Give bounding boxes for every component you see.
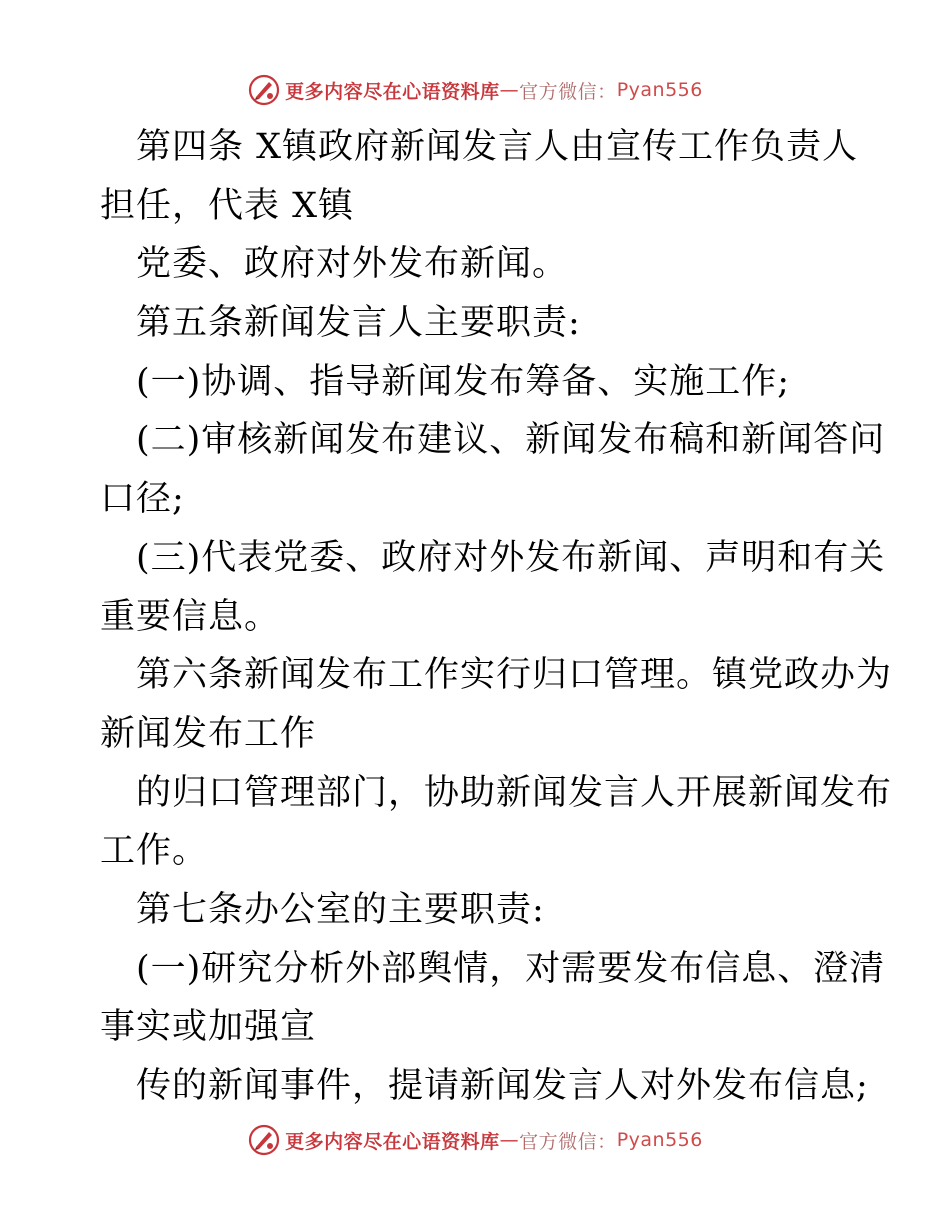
text-line: 党委、政府对外发布新闻。: [136, 244, 569, 285]
watermark-separator: —: [499, 1129, 520, 1151]
document-body: [100, 118, 893, 1116]
text-line: 口径;: [100, 479, 185, 520]
text-line: (一)协调、指导新闻发布筹备、实施工作;: [136, 361, 791, 402]
watermark-brand: 更多内容尽在心语资料库: [285, 80, 500, 103]
header-watermark: [0, 72, 950, 108]
watermark-account: Pyan556: [616, 79, 703, 101]
text-line: 工作。: [100, 831, 209, 872]
text-line: 第七条办公室的主要职责:: [136, 889, 545, 930]
quill-logo-icon: [247, 73, 281, 107]
text-line: 第五条新闻发言人主要职责:: [136, 303, 581, 344]
quill-logo-icon: [247, 1123, 281, 1157]
text-line: (二)审核新闻发布建议、新闻发布稿和新闻答问: [136, 420, 886, 461]
text-line: 担任，代表 X镇: [100, 185, 355, 226]
text-line: 的归口管理部门，协助新闻发言人开展新闻发布: [136, 772, 893, 813]
text-line: 事实或加强宣: [100, 1007, 317, 1048]
text-line: 第四条 X镇政府新闻发言人由宣传工作负责人: [136, 127, 859, 167]
text-line: 第六条新闻发布工作实行归口管理。镇党政办为: [136, 655, 893, 696]
text-line: 传的新闻事件，提请新闻发言人对外发布信息;: [136, 1066, 869, 1106]
footer-watermark: [0, 1122, 950, 1158]
text-line: 新闻发布工作: [100, 713, 317, 754]
watermark-label: 官方微信：: [519, 80, 617, 103]
watermark-account: Pyan556: [616, 1129, 703, 1151]
text-line: (三)代表党委、政府对外发布新闻、声明和有关: [136, 537, 886, 578]
watermark-separator: —: [499, 79, 520, 101]
text-line: (一)研究分析外部舆情，对需要发布信息、澄清: [136, 948, 886, 989]
text-line: 重要信息。: [100, 596, 281, 637]
watermark-label: 官方微信：: [519, 1130, 617, 1153]
watermark-brand: 更多内容尽在心语资料库: [285, 1130, 500, 1153]
